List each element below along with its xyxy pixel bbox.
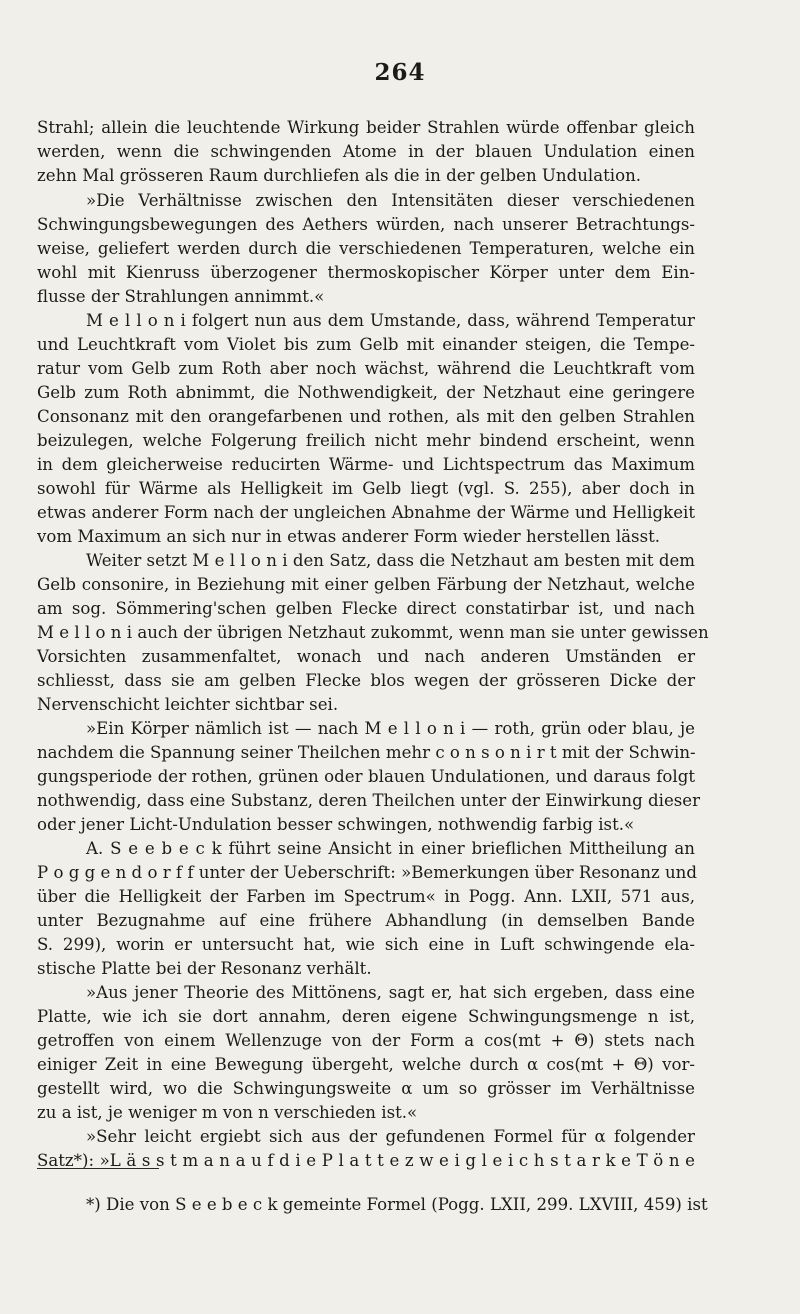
text-line: Gelb consonire, in Beziehung mit einer gelben Färbung der Netzhaut, welche <box>37 575 695 594</box>
text-line: ratur vom Gelb zum Roth aber noch wächst, während die Leuchtkraft vom <box>37 359 695 378</box>
text-line: Nervenschicht leichter sichtbar sei. <box>37 695 339 714</box>
text-line: »Aus jener Theorie des Mittönens, sagt er, hat sich ergeben, dass eine <box>86 983 695 1002</box>
text-line: »Die Verhältnisse zwischen den Intensitäten dieser verschiedenen <box>86 191 695 210</box>
text-line: A. S e e b e c k führt seine Ansicht in einer brieflichen Mittheilung an <box>86 839 695 858</box>
text-line: zehn Mal grösseren Raum durchliefen als die in der gelben Undulation. <box>37 166 642 185</box>
text-line: Schwingungsbewegungen des Aethers würden, nach unserer Betrachtungs- <box>37 215 695 234</box>
footnote-rule <box>37 1168 159 1169</box>
footnote: *) Die von S e e b e c k gemeinte Formel (Pogg. LXII, 299. LXVIII, 459) ist <box>86 1195 708 1214</box>
page-number: 264 <box>374 59 426 86</box>
text-line: etwas anderer Form nach der ungleichen Abnahme der Wärme und Helligkeit <box>37 503 695 522</box>
text-line: Satz*): »L ä s s t m a n a u f d i e P l a t t e z w e i g l e i c h s t a r k e T ö n e <box>37 1151 695 1170</box>
text-line: in dem gleicherweise reducirten Wärme- und Lichtspectrum das Maximum <box>37 455 695 474</box>
text-line: unter Bezugnahme auf eine frühere Abhandlung (in demselben Bande <box>37 911 695 930</box>
text-line: stische Platte bei der Resonanz verhält. <box>37 959 372 978</box>
text-line: beizulegen, welche Folgerung freilich nicht mehr bindend erscheint, wenn <box>37 431 695 450</box>
text-line: nothwendig, dass eine Substanz, deren Theilchen unter der Einwirkung dieser <box>37 791 701 810</box>
text-line: M e l l o n i folgert nun aus dem Umstande, dass, während Temperatur <box>86 311 695 330</box>
text-line: »Sehr leicht ergiebt sich aus der gefundenen Formel für α folgender <box>86 1127 695 1146</box>
text-line: getroffen von einem Wellenzuge von der Form a cos(mt + Θ) stets nach <box>37 1031 695 1050</box>
text-line: nachdem die Spannung seiner Theilchen mehr c o n s o n i r t mit der Schwin- <box>37 743 696 762</box>
text-line: P o g g e n d o r f f unter der Ueberschrift: »Bemerkungen über Resonanz und <box>37 863 697 882</box>
text-line: S. 299), worin er untersucht hat, wie sich eine in Luft schwingende ela- <box>37 935 695 954</box>
text-line: zu a ist, je weniger m von n verschieden ist.« <box>37 1103 418 1122</box>
text-line: M e l l o n i auch der übrigen Netzhaut zukommt, wenn man sie unter gewissen <box>37 623 709 642</box>
text-line: über die Helligkeit der Farben im Spectrum« in Pogg. Ann. LXII, 571 aus, <box>37 887 695 906</box>
text-line: Gelb zum Roth abnimmt, die Nothwendigkeit, der Netzhaut eine geringere <box>37 383 695 402</box>
text-line: schliesst, dass sie am gelben Flecke blos wegen der grösseren Dicke der <box>37 671 695 690</box>
text-line: »Ein Körper nämlich ist — nach M e l l o n i — roth, grün oder blau, je <box>86 719 695 738</box>
text-line: werden, wenn die schwingenden Atome in der blauen Undulation einen <box>37 142 695 161</box>
text-line: weise, geliefert werden durch die verschiedenen Temperaturen, welche ein <box>37 239 695 258</box>
text-line: oder jener Licht-Undulation besser schwingen, nothwendig farbig ist.« <box>37 815 635 834</box>
text-line: vom Maximum an sich nur in etwas anderer Form wieder herstellen lässt. <box>37 527 661 546</box>
text-line: und Leuchtkraft vom Violet bis zum Gelb mit einander steigen, die Tempe- <box>37 335 695 354</box>
text-line: gungsperiode der rothen, grünen oder blauen Undulationen, und daraus folgt <box>37 767 695 786</box>
text-line: Vorsichten zusammenfaltet, wonach und nach anderen Umständen er <box>37 647 695 666</box>
text-line: sowohl für Wärme als Helligkeit im Gelb liegt (vgl. S. 255), aber doch in <box>37 479 695 498</box>
text-line: Platte, wie ich sie dort annahm, deren eigene Schwingungsmenge n ist, <box>37 1007 695 1026</box>
text-line: einiger Zeit in eine Bewegung übergeht, welche durch α cos(mt + Θ) vor- <box>37 1055 695 1074</box>
text-line: Consonanz mit den orangefarbenen und rothen, als mit den gelben Strahlen <box>37 407 695 426</box>
text-line: gestellt wird, wo die Schwingungsweite α um so grösser im Verhältnisse <box>37 1079 695 1098</box>
text-line: Weiter setzt M e l l o n i den Satz, dass die Netzhaut am besten mit dem <box>86 551 695 570</box>
text-line: flusse der Strahlungen annimmt.« <box>37 287 325 306</box>
text-line: am sog. Sömmering'schen gelben Flecke direct constatirbar ist, und nach <box>37 599 695 618</box>
text-line: wohl mit Kienruss überzogener thermoskopischer Körper unter dem Ein- <box>37 263 695 282</box>
text-line: Strahl; allein die leuchtende Wirkung beider Strahlen würde offenbar gleich <box>37 118 695 137</box>
